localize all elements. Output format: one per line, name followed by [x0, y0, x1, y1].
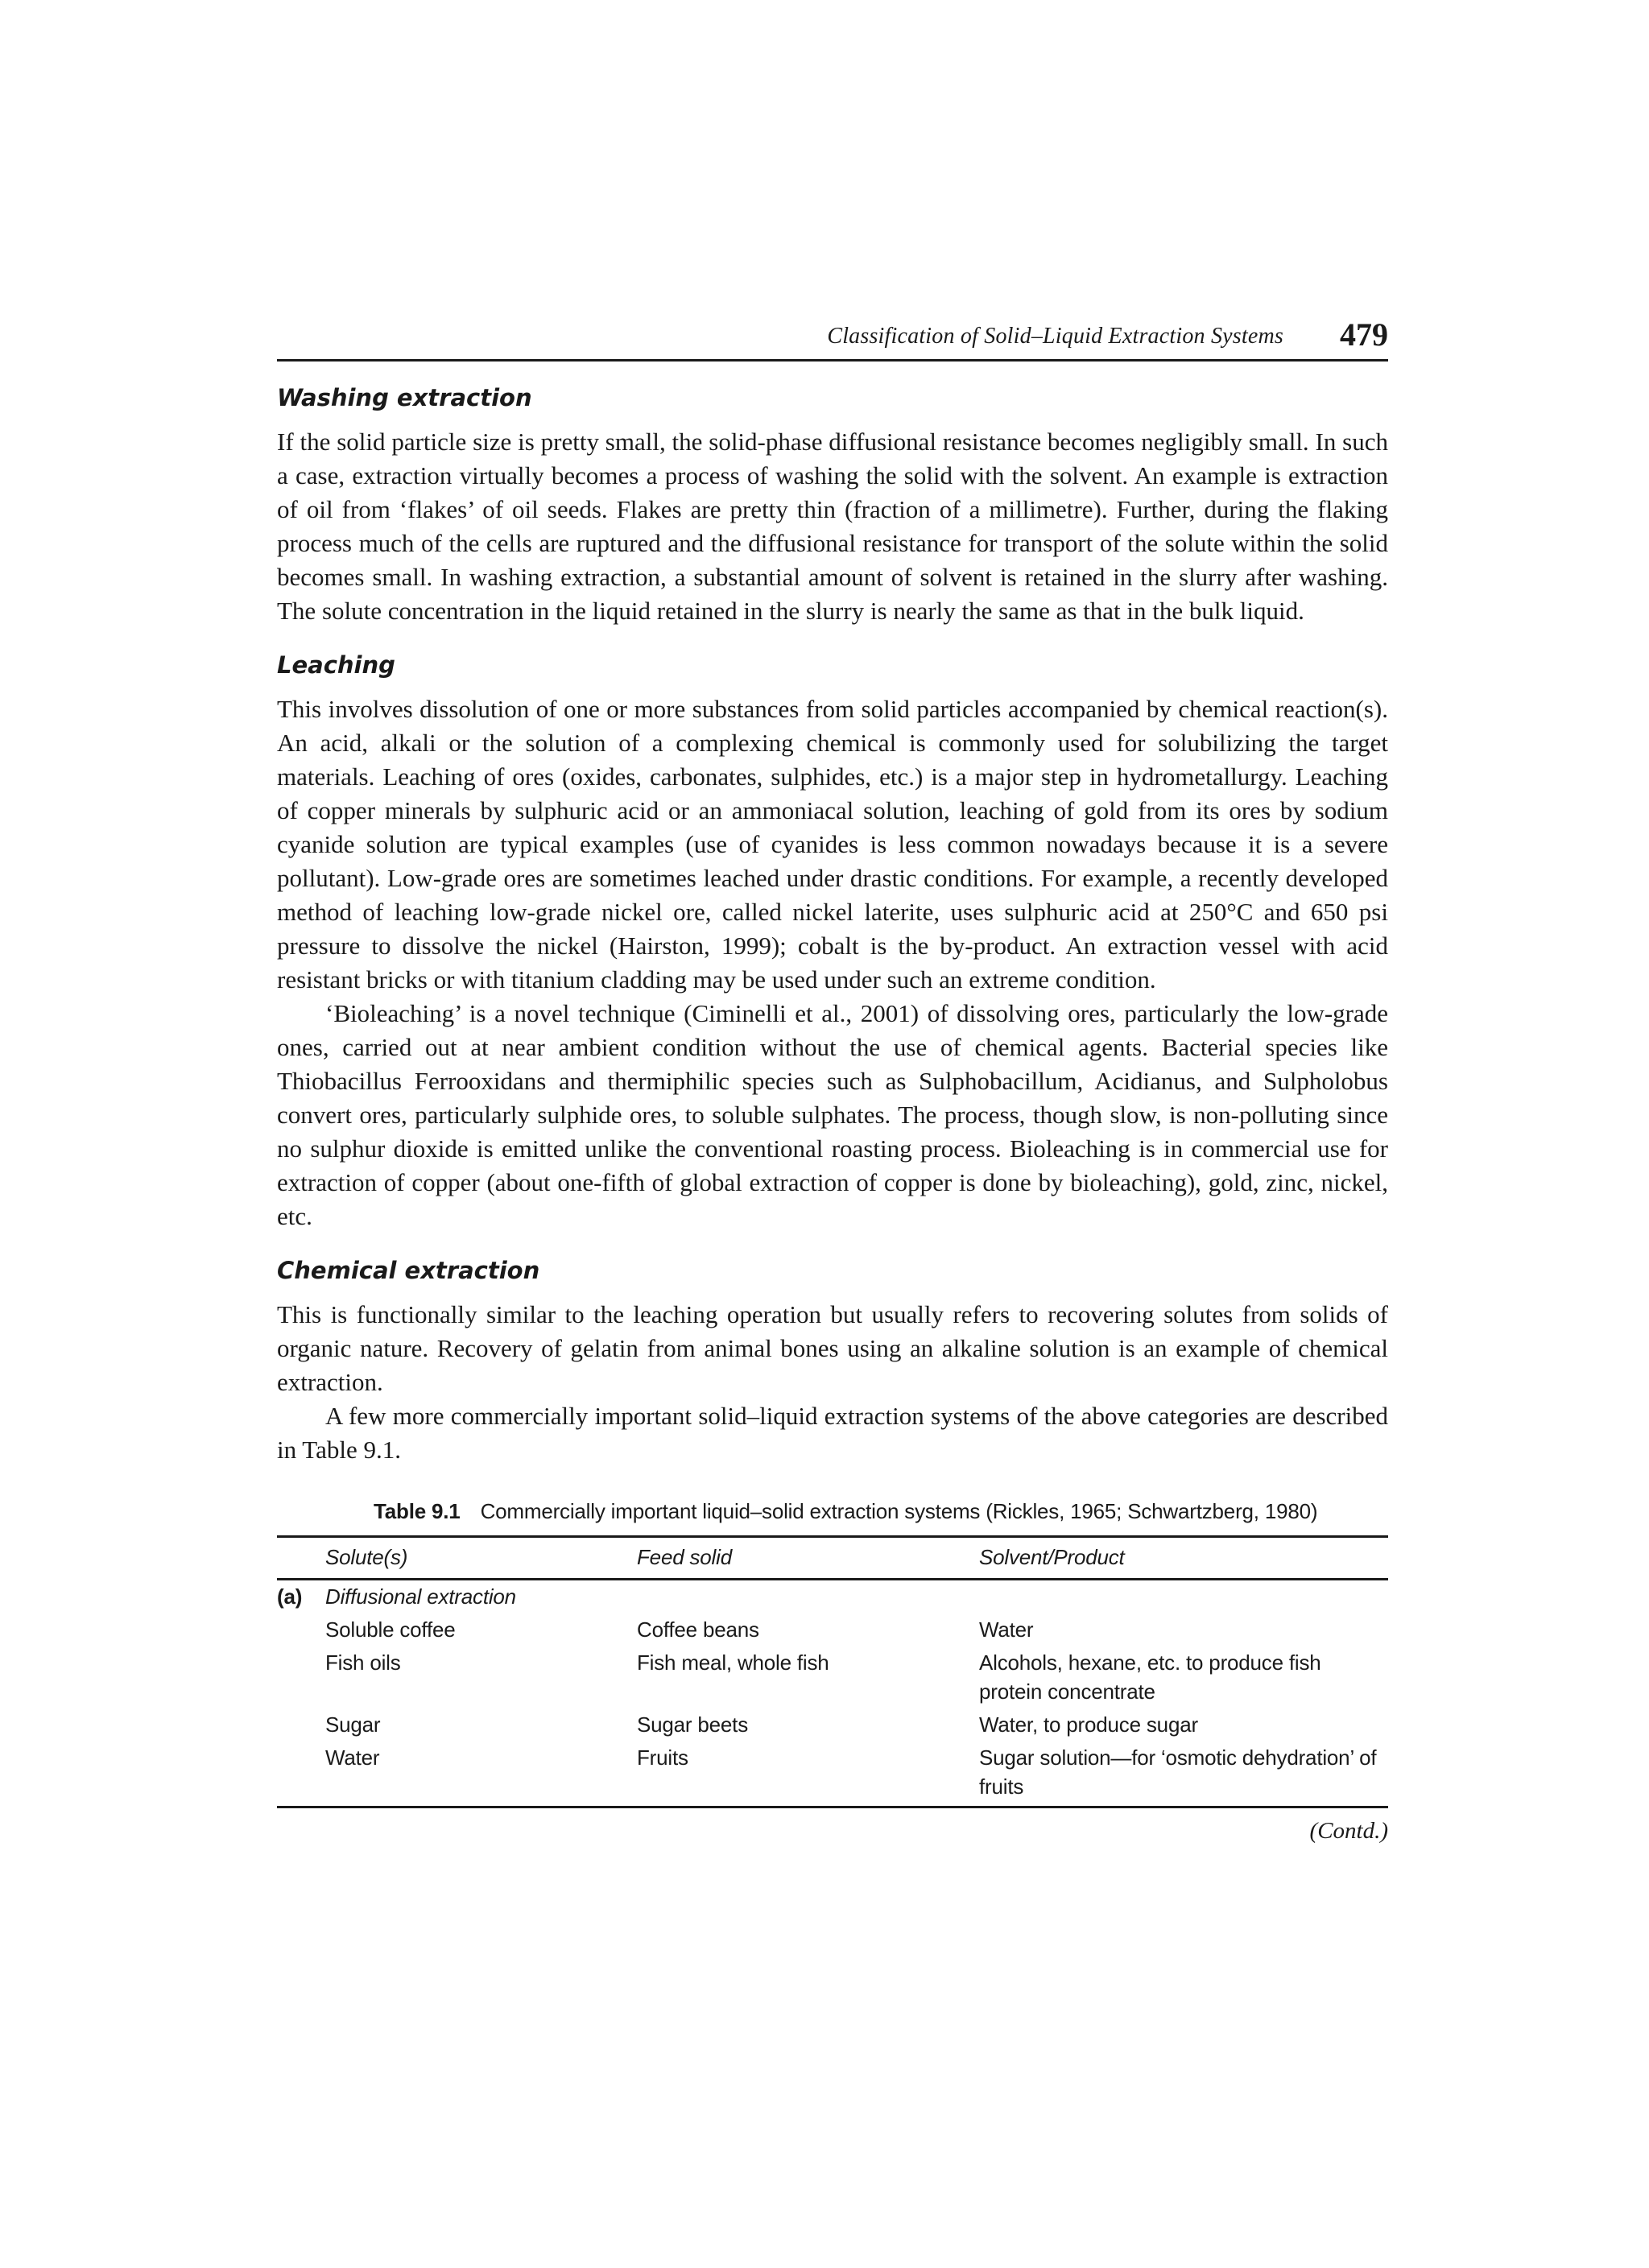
paragraph-chemical-2: A few more commercially important solid–liquid extraction systems of the above categories are described in Table 9.1. — [277, 1402, 1388, 1464]
running-header — [277, 316, 1388, 361]
table-row — [277, 1646, 1388, 1708]
page-number: 479 — [1340, 316, 1388, 353]
section-heading-chemical: Chemical extraction — [277, 1257, 540, 1284]
column-header-solutes: Solute(s) — [325, 1537, 637, 1580]
table-cell: Sugar beets — [637, 1712, 749, 1737]
table-row — [277, 1708, 1388, 1741]
table-continued-note: (Contd.) — [1309, 1818, 1388, 1844]
section-heading-washing: Washing extraction — [277, 384, 532, 411]
table-cell: Fish oils — [325, 1650, 401, 1675]
running-title: Classification of Solid–Liquid Extraction Systems — [827, 324, 1283, 349]
table-cell: Fruits — [637, 1741, 979, 1807]
paragraph-leaching-1: This involves dissolution of one or more substances from solid particles accompanied by chemical reaction(s). An acid, alkali or the solution of a complexing chemical is commonly used for solubilizing the target materials. Leaching of ores (oxides, carbonates, sulphides, etc.) is a major step in hydrometallurgy. Leaching of copper minerals by sulphuric acid or an ammoniacal solution, leaching of gold from its ores by sodium cyanide solution are typical examples (use of cyanides is less common nowadays because it is a severe pollutant). Low-grade ores are sometimes leached under drastic conditions. For example, a recently developed method of leaching low-grade nickel ore, called nickel laterite, uses sulphuric acid at 250°C and 650 psi pressure to dissolve the nickel (Hairston, 1999); cobalt is the by-product. An extraction vessel with acid resistant bricks or with titanium cladding may be used under such an extreme condition. — [277, 695, 1388, 994]
table-cell: Water — [979, 1617, 1034, 1642]
table-caption — [277, 1499, 1388, 1524]
table-cell: Fish meal, whole fish — [637, 1650, 829, 1675]
column-header-solvent-product: Solvent/Product — [979, 1537, 1388, 1580]
table-caption-text: Commercially important liquid–solid extraction systems (Rickles, 1965; Schwartzberg, 1980) — [480, 1499, 1318, 1523]
table-cell: Water — [325, 1741, 637, 1807]
table-cell: Soluble coffee — [325, 1617, 456, 1642]
section-heading-leaching: Leaching — [277, 651, 395, 679]
paragraph-chemical-1: This is functionally similar to the leaching operation but usually refers to recovering solutes from solids of organic nature. Recovery of gelatin from animal bones using an alkaline solution is an example of chemical extraction. — [277, 1300, 1388, 1396]
table-cell: Water, to produce sugar — [979, 1712, 1198, 1737]
category-label: (a) — [277, 1584, 303, 1609]
category-name: Diffusional extraction — [325, 1584, 516, 1609]
column-header-feed-solid: Feed solid — [637, 1537, 979, 1580]
table-header-row — [277, 1537, 1388, 1580]
page-content — [277, 382, 1388, 1845]
table-row — [277, 1613, 1388, 1646]
table-cell: Sugar — [325, 1712, 381, 1737]
table-label: Table 9.1 — [374, 1499, 461, 1523]
table-cell: Sugar solution—for ‘osmotic dehydration’ of fruits — [979, 1741, 1388, 1807]
table-row — [277, 1741, 1388, 1807]
extraction-systems-table — [277, 1535, 1388, 1808]
table-category-row — [277, 1580, 1388, 1614]
table-cell: Coffee beans — [637, 1617, 759, 1642]
paragraph-leaching-2: ‘Bioleaching’ is a novel technique (Ciminelli et al., 2001) of dissolving ores, particularly the low-grade ones, carried out at near ambient condition without the use of chemical agents. Bacterial species like Thiobacillus Ferrooxidans and thermiphilic species such as Sulphobacillum, Acidianus, and Sulpholobus convert ores, particularly sulphide ores, to soluble sulphates. The process, though slow, is non-polluting since no sulphur dioxide is emitted unlike the conventional roasting process. Bioleaching is in commercial use for extraction of copper (about one-fifth of global extraction of copper is done by bioleaching), gold, zinc, nickel, etc. — [277, 999, 1388, 1230]
table-cell: Alcohols, hexane, etc. to produce fish protein concentrate — [979, 1650, 1321, 1704]
paragraph-washing: If the solid particle size is pretty small, the solid-phase diffusional resistance becomes negligibly small. In such a case, extraction virtually becomes a process of washing the solid with the solvent. An example is extraction of oil from ‘flakes’ of oil seeds. Flakes are pretty thin (fraction of a millimetre). Further, during the flaking process much of the cells are ruptured and the diffusional resistance for transport of the solute within the solid becomes small. In washing extraction, a substantial amount of solvent is retained in the slurry after washing. The solute concentration in the liquid retained in the slurry is nearly the same as that in the bulk liquid. — [277, 428, 1388, 625]
